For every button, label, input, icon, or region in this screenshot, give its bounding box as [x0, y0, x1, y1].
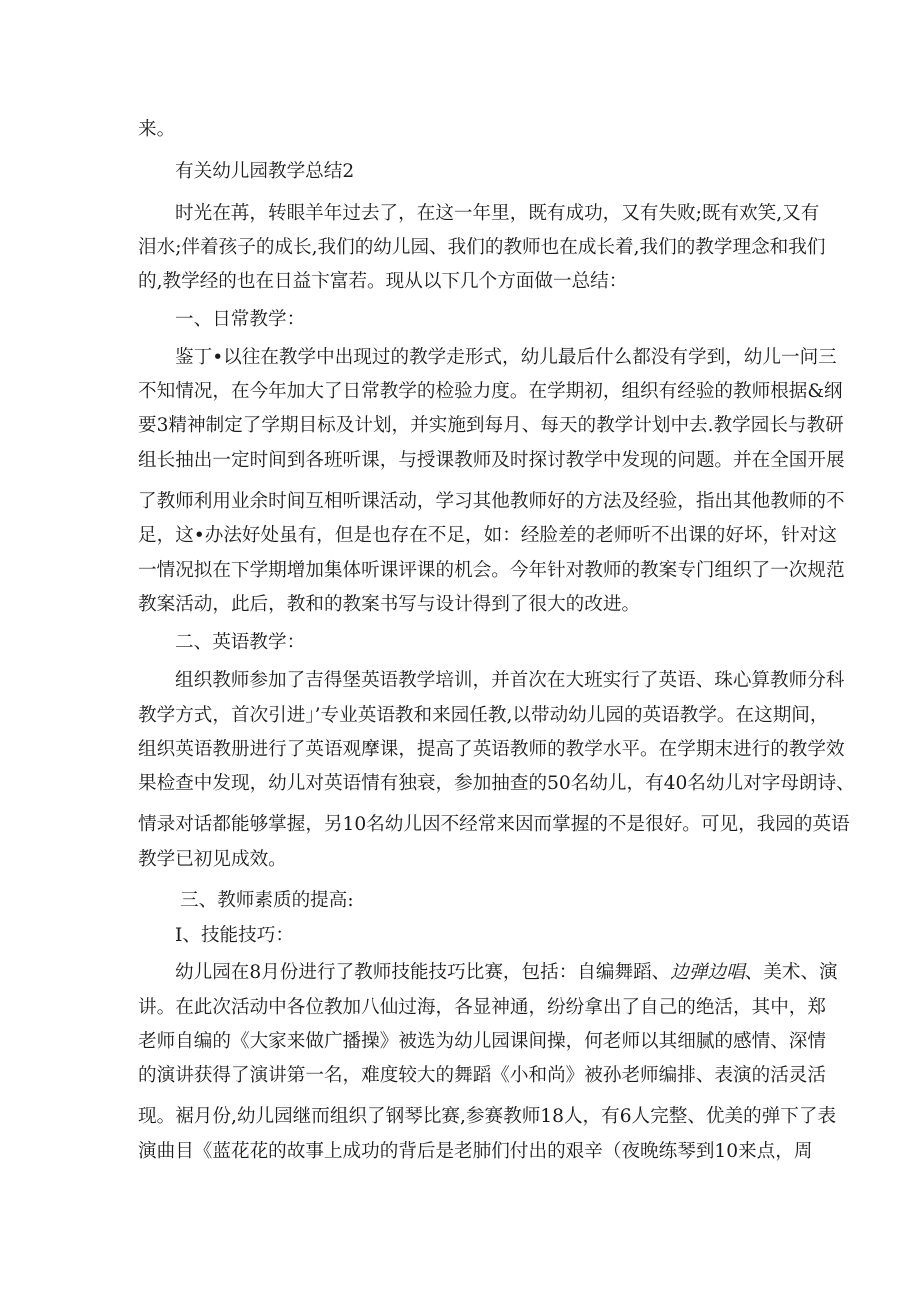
subsection-heading: I、技能技巧： — [175, 925, 294, 946]
text-line: 一情况拟在下学期增加集体听课评课的机会。今年针对教师的教案专门组织了一次规范 — [138, 560, 845, 581]
text-line: 组长抽出一定时间到各班听课，与授课教师及时探讨教学中发现的问题。并在全国开展 — [138, 450, 845, 471]
text-line: 的,教学经的也在日益卞富若。现从以下几个方面做一总结： — [138, 271, 628, 292]
section-heading: 一、日常教学： — [175, 309, 306, 330]
text-line: 教学方式，首次引进」’专业英语教和来园任教,以带动幼儿园的英语教学。在这期间， — [138, 705, 829, 726]
text-line: 足，这•办法好处虽有，但是也存在不足，如：经脸差的老师听不出课的好坏，针对这 — [138, 525, 837, 546]
text-line: 讲。在此次活动中各位教加八仙过海，各显神通，纷纷拿出了自己的绝活，其中，郑 — [138, 997, 826, 1018]
emphasized-text: 边弹边唱 — [670, 962, 745, 983]
section-heading: 二、英语教学： — [175, 632, 306, 653]
text-line: 组织教师参加了吉得堡英语教学培训，并首次在大班实行了英语、珠心算教师分科 — [175, 670, 845, 691]
text-line: 教案活动，此后，教和的教案书写与设计得到了很大的改进。 — [138, 594, 641, 615]
text-line: 时光在苒，转眼羊年过去了，在这一年里，既有成功，又有失败;既有欢笑,又有 — [175, 203, 820, 224]
text-line: 不知情况，在今年加大了日常教学的检验力度。在学期初，组织有经验的教师根据&纲 — [138, 381, 843, 402]
text-line: 的演讲获得了演讲第一名，难度较大的舞蹈《小和尚》被孙老师编排、表演的活灵活 — [138, 1065, 826, 1086]
section-title: 有关幼儿园教学总结2 — [175, 161, 355, 182]
text-line: 现。裾月份,幼儿园继而组织了钢琴比赛,参赛教师18人，有6人完整、优美的弹下了表 — [138, 1106, 837, 1127]
text-line: 演曲目《蓝花花的故事上成功的背后是老肺们付出的艰辛（夜晚练琴到10来点，周 — [138, 1141, 813, 1162]
text-line: 泪水;伴着孩子的成长,我们的幼儿园、我们的教师也在成长着,我们的教学理念和我们 — [138, 237, 826, 258]
text-line: 组织英语教册进行了英语观摩课，提高了英语教师的教学水平。在学期末进行的教学效 — [138, 739, 845, 760]
text-line — [175, 961, 838, 985]
text-segment: 、美术、演 — [744, 962, 838, 983]
text-segment: 幼儿园在8月份进行了教师技能技巧比赛，包括：自编舞蹈、 — [175, 962, 671, 983]
text-line: 来。 — [138, 119, 176, 140]
text-line: 果检查中发现，幼儿对英语情有独衰，参加抽查的50名幼儿，有40名幼儿对字母朗诗、 — [138, 773, 855, 794]
text-line: 鉴丁•以往在教学中出现过的教学走形式，幼儿最后什么都没有学到，幼儿一问三 — [175, 347, 837, 368]
text-line: 老师自编的《大家来做广播操》被选为幼儿园课间操，何老师以其细腻的感情、深情 — [138, 1031, 826, 1052]
text-line: 了教师利用业余时间互相听课活动，学习其他教师好的方法及经验，指出其他教师的不 — [138, 491, 845, 512]
text-line: 教学已初见成效。 — [138, 849, 287, 870]
section-heading: 三、教师素质的提高: — [180, 890, 354, 911]
text-line: 要3精神制定了学期目标及计划，并实施到每月、每天的教学计划中去.教学园长与教研 — [138, 415, 844, 436]
text-line: 情录对话都能够掌握，另10名幼儿因不经常来因而掌握的不是很好。可见，我园的英语 — [138, 814, 850, 835]
